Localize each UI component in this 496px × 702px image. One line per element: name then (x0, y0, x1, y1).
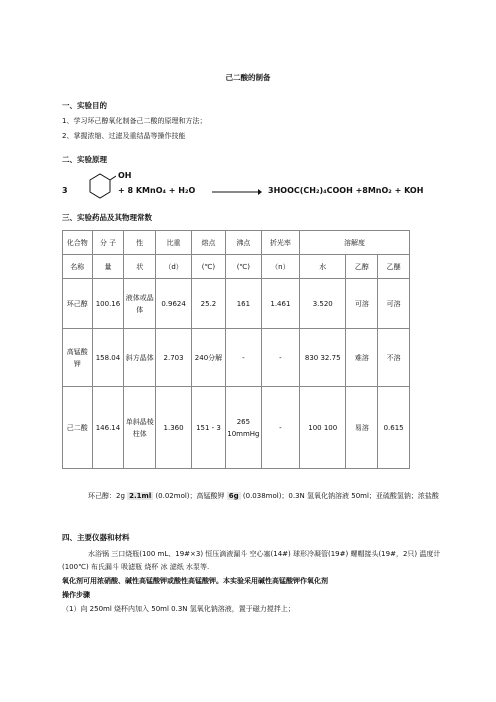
reaction-arrow-icon (212, 187, 262, 197)
table-cell: 151 - 3 (192, 387, 226, 469)
header-cell: (℃) (192, 255, 226, 279)
table-header-row (63, 255, 410, 279)
reaction-coefficient: 3 (62, 186, 68, 195)
section-heading-reagents: 三、实验药品及其物理常数 (62, 213, 152, 222)
header-cell: 量 (92, 255, 124, 279)
header-cell: 状 (124, 255, 156, 279)
objective-item-2: 2、掌握浓缩、过滤及重结晶等操作技能 (62, 132, 186, 140)
method-note: 氧化剂可用浓硝酸、碱性高锰酸钾或酸性高锰酸钾。本实验采用碱性高锰酸钾作氧化剂 (62, 577, 328, 585)
reagent-volume-highlight: 2.1ml (129, 492, 152, 500)
reagent-quantities (62, 490, 442, 503)
section-heading-apparatus: 四、主要仪器和材料 (62, 533, 130, 542)
table-cell: 25.2 (192, 279, 226, 329)
table-cell: 830 32.75 (299, 329, 346, 387)
reagent-note-mid: (0.02mol)；高锰酸钾 (153, 492, 227, 500)
header-cell: 水 (299, 255, 346, 279)
table-row (63, 329, 410, 387)
table-cell: 100.16 (92, 279, 124, 329)
table-cell: 环己醇 (63, 279, 93, 329)
table-cell: 2.703 (156, 329, 192, 387)
table-cell: 单斜晶棱柱体 (124, 387, 156, 469)
section-heading-objectives: 一、实验目的 (62, 101, 107, 110)
table-cell: 1.360 (156, 387, 192, 469)
header-cell: （n） (261, 255, 299, 279)
cyclohexane-ring-icon (76, 168, 116, 208)
header-cell: 化合物 (63, 231, 93, 255)
hydroxyl-label: OH (118, 171, 132, 180)
header-cell: 比重 (156, 231, 192, 255)
table-cell: 可溶 (346, 279, 378, 329)
header-cell: 性 (124, 231, 156, 255)
table-cell: 0.615 (378, 387, 410, 469)
table-header-row (63, 231, 410, 255)
reaction-products: 3HOOC(CH₂)₄COOH +8MnO₂ + KOH (268, 186, 424, 195)
table-cell: 0.9624 (156, 279, 192, 329)
reagent-note-pre: 环己醇：2g (88, 492, 128, 500)
section-heading-principle: 二、实验原理 (62, 155, 107, 164)
header-cell: 沸点 (225, 231, 261, 255)
header-cell: 名称 (63, 255, 93, 279)
table-cell: 100 100 (299, 387, 346, 469)
table-cell: 难溶 (346, 329, 378, 387)
header-cell: 熔点 (192, 231, 226, 255)
table-cell: 液体或晶体 (124, 279, 156, 329)
table-cell: 高锰酸钾 (63, 329, 93, 387)
header-cell: 乙醚 (378, 255, 410, 279)
table-cell: 146.14 (92, 387, 124, 469)
table-cell: 易溶 (346, 387, 378, 469)
table-cell: 265 10mmHg (225, 387, 261, 469)
table-cell: - (225, 329, 261, 387)
table-cell: 1.461 (261, 279, 299, 329)
page-title: 己二酸的制备 (225, 73, 271, 82)
header-cell: 乙醇 (346, 255, 378, 279)
reagent-mass-highlight: 6g (228, 492, 239, 500)
table-cell: - (261, 387, 299, 469)
table-cell: 240分解 (192, 329, 226, 387)
table-row (63, 279, 410, 329)
procedure-step-1: （1）向 250ml 烧杯内加入 50ml 0.3N 氢氧化钠溶液，置于磁力搅拌上； (62, 605, 295, 613)
header-cell: (℃) (225, 255, 261, 279)
table-row (63, 387, 410, 469)
table-cell: 可溶 (378, 279, 410, 329)
physical-constants-table (62, 230, 410, 469)
reaction-equation (62, 168, 442, 208)
header-cell: （d） (156, 255, 192, 279)
header-cell: 分 子 (92, 231, 124, 255)
table-cell: 158.04 (92, 329, 124, 387)
table-cell: 3.520 (299, 279, 346, 329)
header-cell-solubility: 溶解度 (299, 231, 409, 255)
table-cell: 161 (225, 279, 261, 329)
table-cell: - (261, 329, 299, 387)
header-cell: 折光率 (261, 231, 299, 255)
reaction-reagents: + 8 KMnO₄ + H₂O (118, 186, 196, 195)
table-cell: 斜方晶体 (124, 329, 156, 387)
table-cell: 己二酸 (63, 387, 93, 469)
procedure-title: 操作步骤 (62, 591, 90, 599)
objective-item-1: 1、学习环己醇氧化制备己二酸的原理和方法； (62, 117, 207, 125)
apparatus-list: 水浴锅 三口烧瓶(100 mL、19#×3) 恒压滴液漏斗 空心塞(14#) 球形冷凝管(19#) 螺帽接头(19#，2只) 温度计(100℃) 布氏漏斗 吸滤瓶 烧杯 冰 滤纸 水泵等. (62, 550, 441, 571)
reagent-note-post: (0.038mol)；0.3N 氢氧化钠溶液 50ml；亚硫酸氢钠；浓盐酸 (240, 492, 439, 500)
table-cell: 不溶 (378, 329, 410, 387)
